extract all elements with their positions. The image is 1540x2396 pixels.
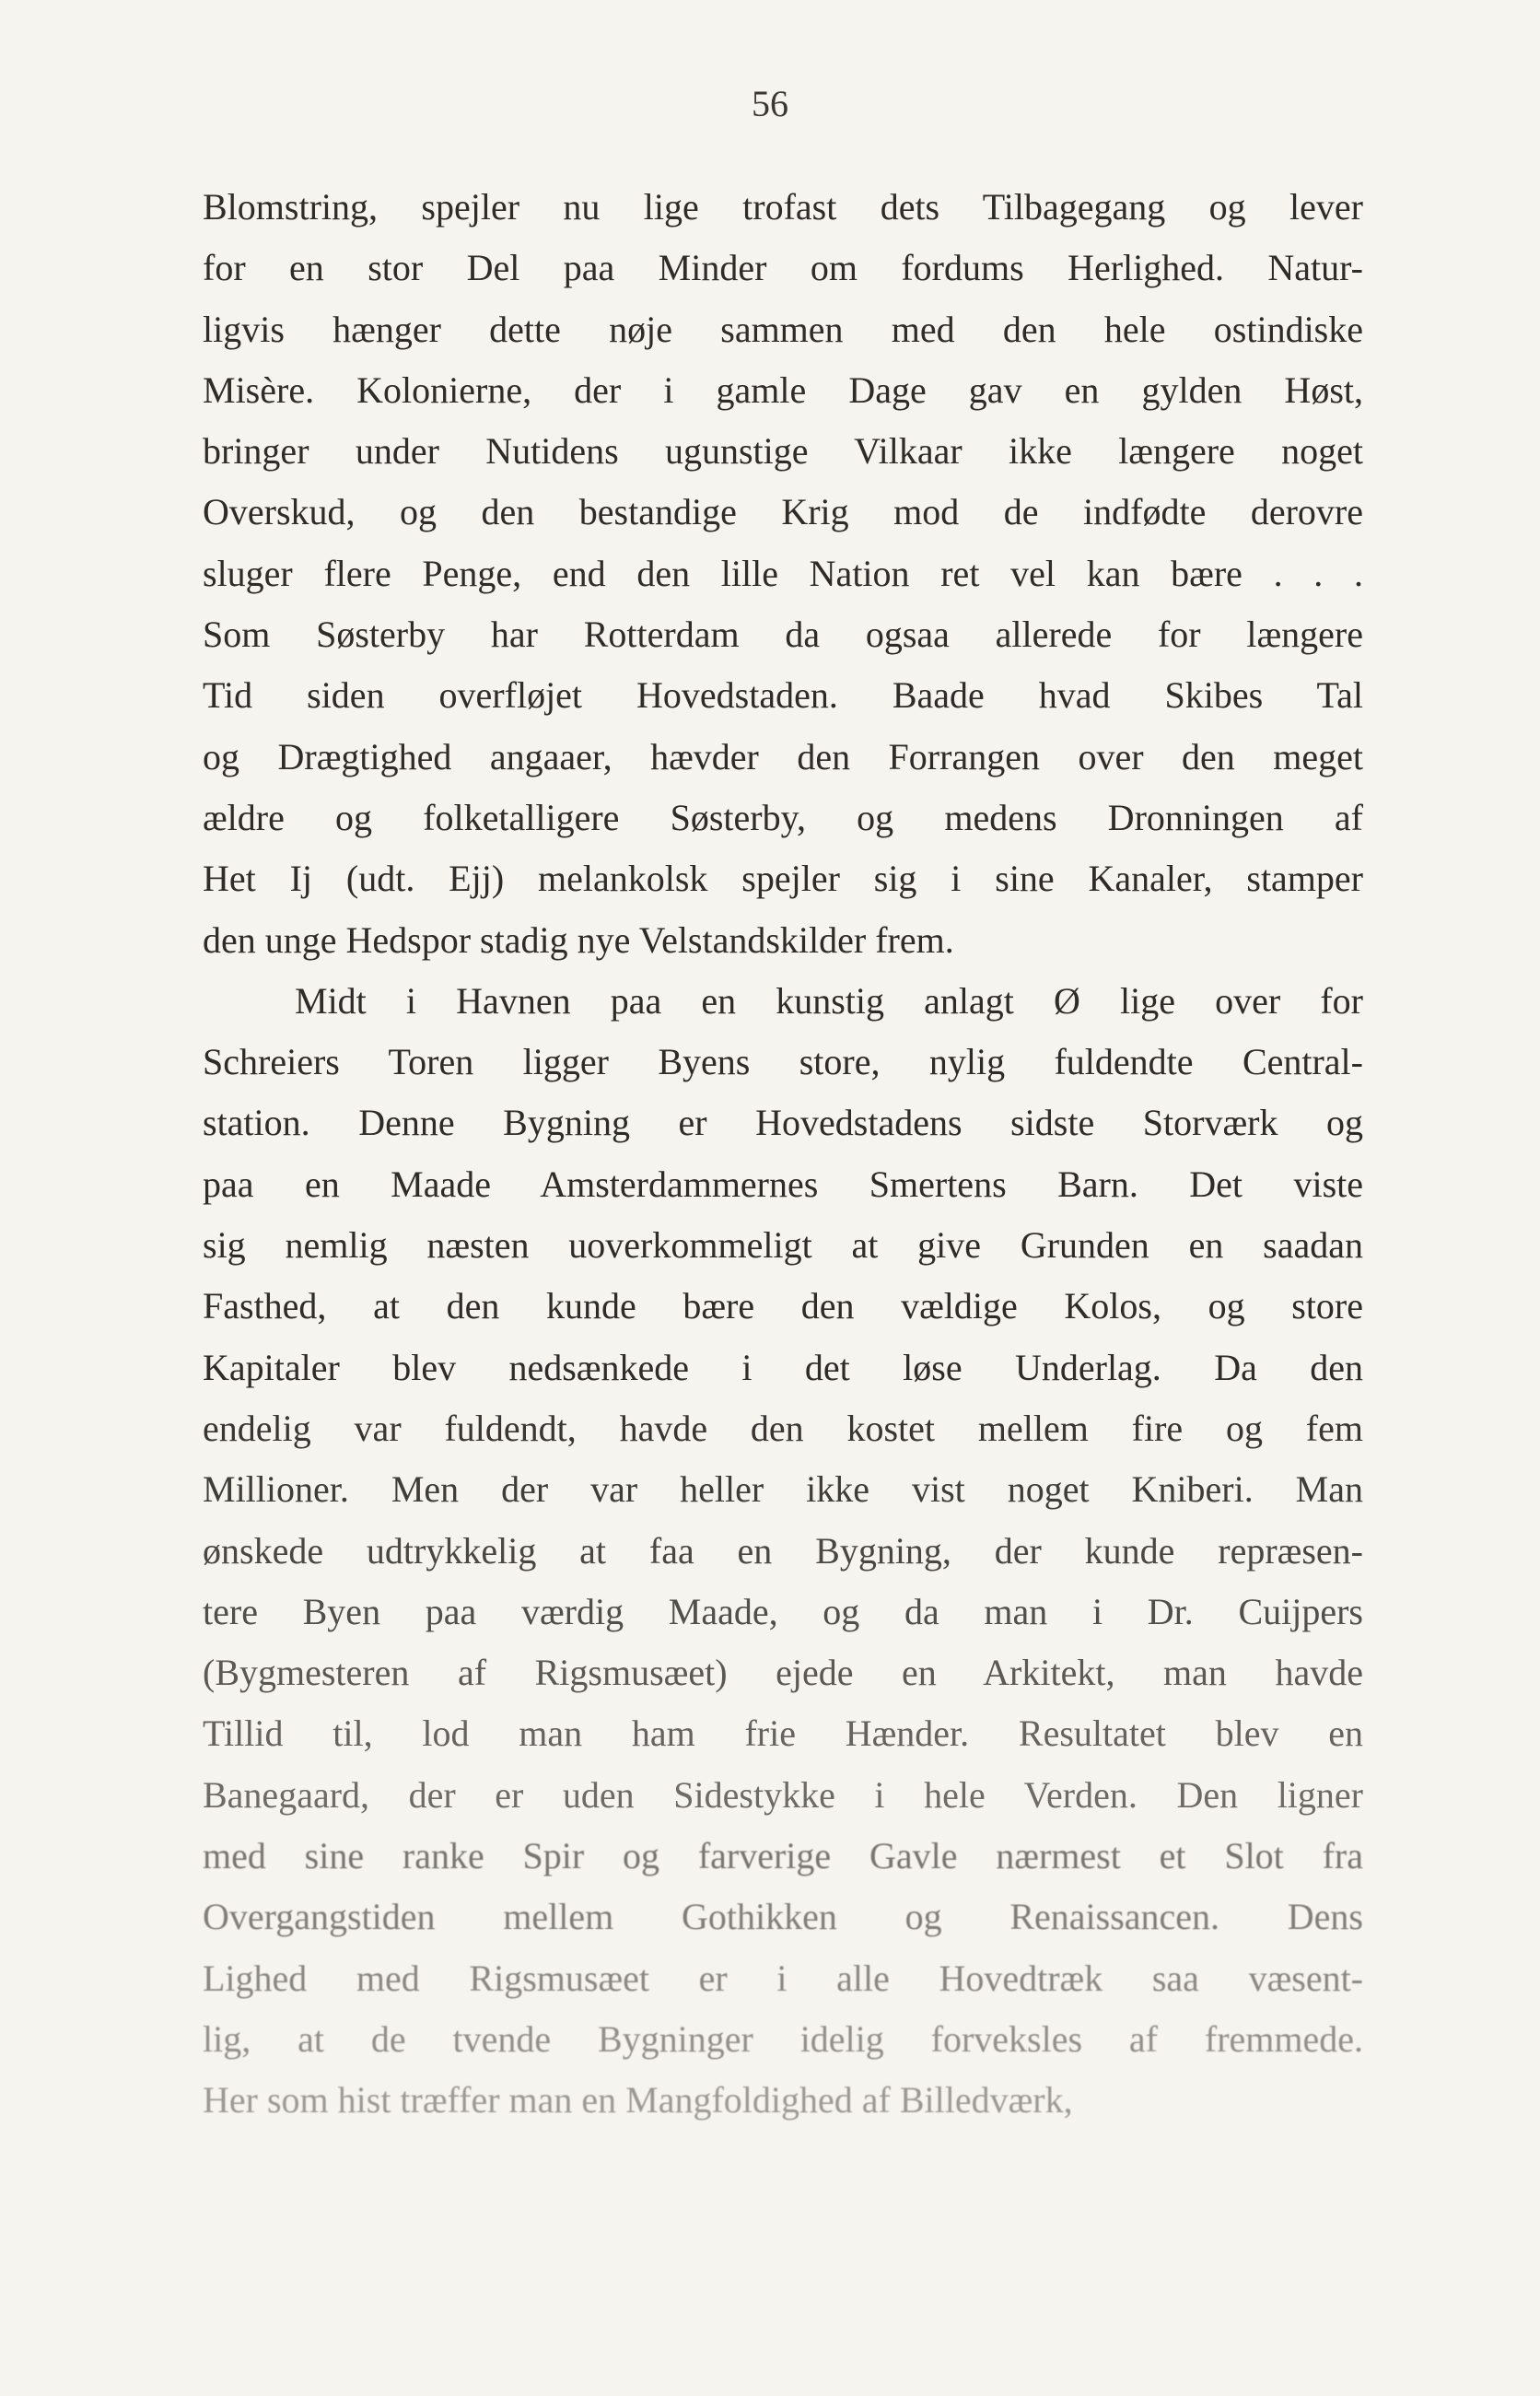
text-line: med sine ranke Spir og farverige Gavle nærmest et Slot fra — [203, 1835, 1363, 1877]
text-line: Tid siden overfløjet Hovedstaden. Baade hvad Skibes Tal — [203, 674, 1363, 717]
text-line: Som Søsterby har Rotterdam da ogsaa allerede for længere — [203, 614, 1363, 656]
text-line: station. Denne Bygning er Hovedstadens sidste Storværk og — [203, 1102, 1363, 1144]
text-line: for en stor Del paa Minder om fordums Herlighed. Natur- — [203, 247, 1363, 289]
text-line: (Bygmesteren af Rigsmusæet) ejede en Arkitekt, man havde — [203, 1652, 1363, 1694]
paragraph — [203, 971, 1363, 2132]
text-line: ligvis hænger dette nøje sammen med den hele ostindiske — [203, 308, 1363, 350]
text-line: bringer under Nutidens ugunstige Vilkaar ikke længere noget — [203, 430, 1363, 473]
text-line: den unge Hedspor stadig nye Velstandskilder frem. — [203, 918, 954, 961]
page-number: 56 — [752, 83, 788, 124]
text-line: ønskede udtrykkelig at faa en Bygning, der kunde repræsen- — [203, 1529, 1363, 1572]
text-line: Her som hist træffer man en Mangfoldighed af Billedværk, — [203, 2079, 1073, 2121]
text-line: Kapitaler blev nedsænkede i det løse Underlag. Da den — [203, 1346, 1363, 1388]
text-line: Lighed med Rigsmusæet er i alle Hovedtræk saa væsent- — [203, 1957, 1363, 1999]
text-line: Misère. Kolonierne, der i gamle Dage gav en gylden Høst, — [203, 368, 1363, 411]
text-line: endelig var fuldendt, havde den kostet mellem fire og fem — [203, 1407, 1363, 1449]
text-line: lig, at de tvende Bygninger idelig forveksles af fremmede. — [203, 2017, 1363, 2060]
text-line: Het Ij (udt. Ejj) melankolsk spejler sig i sine Kanaler, stamper — [203, 858, 1363, 900]
text-line: tere Byen paa værdig Maade, og da man i Dr. Cuijpers — [203, 1590, 1363, 1632]
text-line: sig nemlig næsten uoverkommeligt at give Grunden en saadan — [203, 1224, 1363, 1267]
text-line: sluger flere Penge, end den lille Nation ret vel kan bære . . . — [203, 552, 1363, 594]
text-line: Overgangstiden mellem Gothikken og Renaissancen. Dens — [203, 1896, 1363, 1938]
text-line: Overskud, og den bestandige Krig mod de indfødte derovre — [203, 491, 1363, 533]
text-line: Banegaard, der er uden Sidestykke i hele Verden. Den ligner — [203, 1773, 1363, 1816]
text-line: Tillid til, lod man ham frie Hænder. Resultatet blev en — [203, 1712, 1363, 1755]
text-line: Fasthed, at den kunde bære den vældige Kolos, og store — [203, 1285, 1363, 1327]
text-line: og Drægtighed angaaer, hævder den Forrangen over den meget — [203, 735, 1363, 777]
paragraph — [203, 177, 1363, 971]
text-line: Midt i Havnen paa en kunstig anlagt Ø lige over for — [295, 979, 1363, 1022]
text-line: ældre og folketalligere Søsterby, og medens Dronningen af — [203, 796, 1363, 838]
text-line: Schreiers Toren ligger Byens store, nylig fuldendte Central- — [203, 1041, 1363, 1083]
text-line: paa en Maade Amsterdammernes Smertens Barn. Det viste — [203, 1163, 1363, 1205]
text-line: Millioner. Men der var heller ikke vist noget Kniberi. Man — [203, 1468, 1363, 1511]
text-line: Blomstring, spejler nu lige trofast dets Tilbagegang og lever — [203, 186, 1363, 228]
body-text — [203, 177, 1363, 2132]
